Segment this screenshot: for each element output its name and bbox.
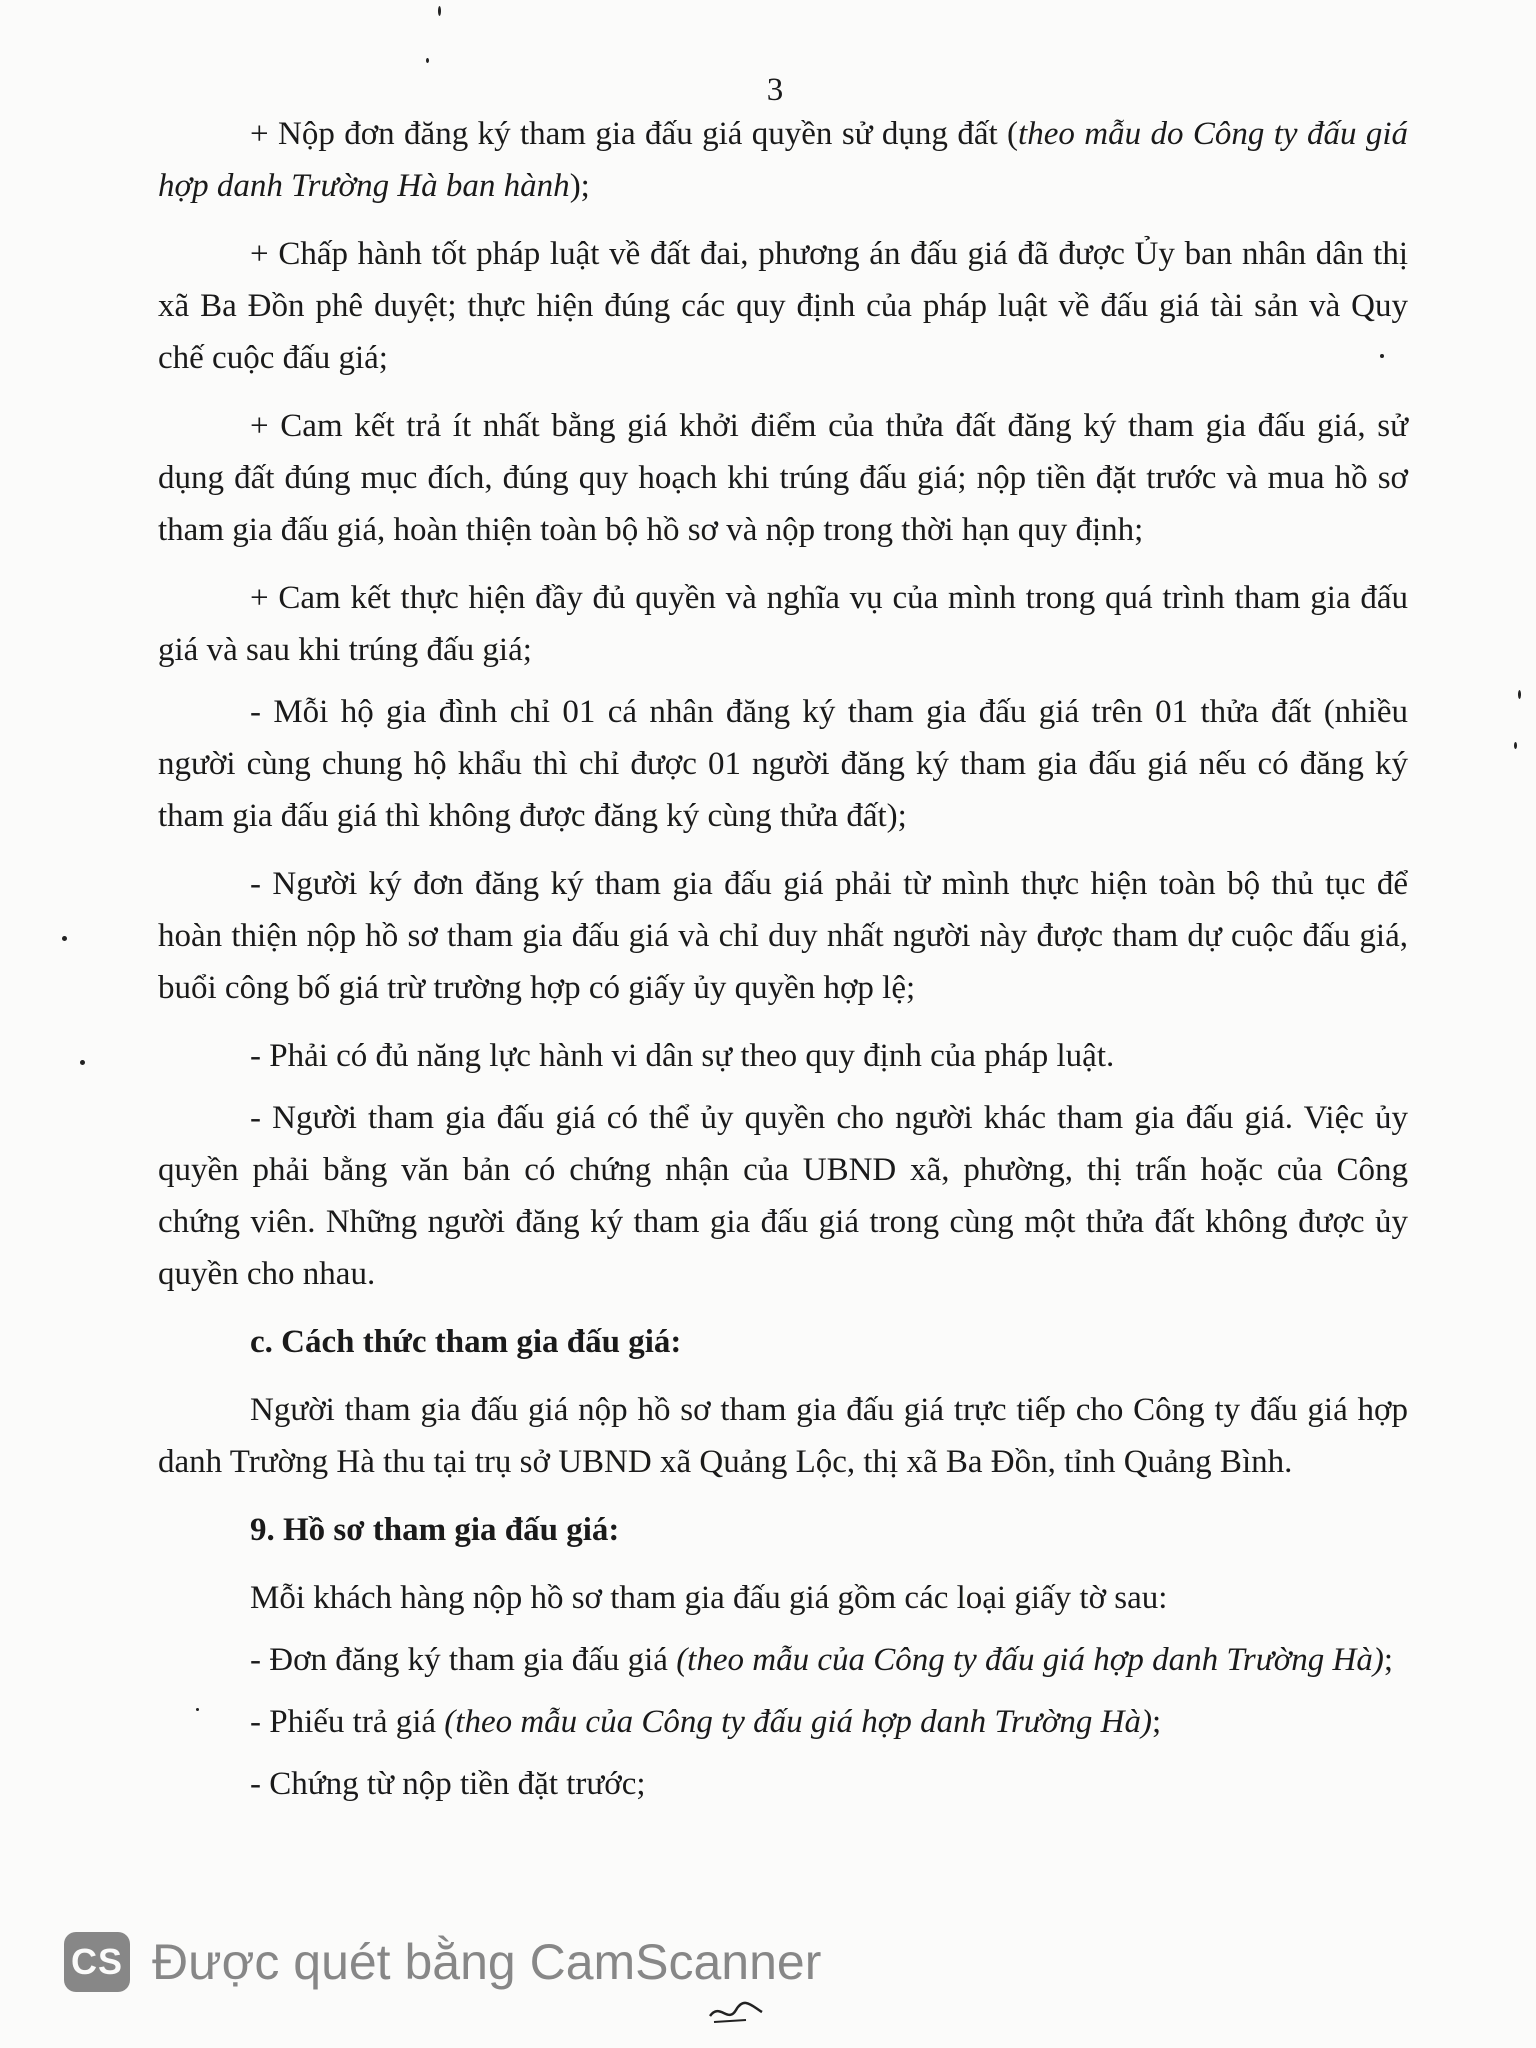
section-heading-dossier: 9. Hồ sơ tham gia đấu giá: xyxy=(250,1512,620,1548)
paragraph-text: + Nộp đơn đăng ký tham gia đấu giá quyền sử dụng đất ( xyxy=(250,116,1019,152)
paragraph-comply-law: + Chấp hành tốt pháp luật về đất đai, phương án đấu giá đã được Ủy ban nhân dân thị xã Ba Đồn phê duyệt; thực hiện đúng các quy định của pháp luật về đấu giá tài sản và Quy chế cuộc đấu giá; xyxy=(158,236,1408,376)
paragraph-text: ; xyxy=(1383,1642,1394,1678)
paragraph-signer-requirement: - Người ký đơn đăng ký tham gia đấu giá phải từ mình thực hiện toàn bộ thủ tục để hoàn thiện nộp hồ sơ tham gia đấu giá và chỉ duy nhất người này được tham dự cuộc đấu giá, buổi công bố giá trừ trường hợp có giấy ủy quyền hợp lệ; xyxy=(158,866,1408,1006)
paragraph-authorization: - Người tham gia đấu giá có thể ủy quyền cho người khác tham gia đấu giá. Việc ủy quyền phải bằng văn bản có chứng nhận của UBND xã, phường, thị trấn hoặc của Công chứng viên. Những người đăng ký tham gia đấu giá trong cùng một thửa đất không được ủy quyền cho nhau. xyxy=(158,1100,1408,1292)
paragraph-one-person-per-household: - Mỗi hộ gia đình chỉ 01 cá nhân đăng ký tham gia đấu giá trên 01 thửa đất (nhiều người cùng chung hộ khẩu thì chỉ được 01 người đăng ký tham gia đấu giá nếu có đăng ký tham gia đấu giá thì không được đăng ký cùng thửa đất); xyxy=(158,694,1408,834)
section-heading-participation-method: c. Cách thức tham gia đấu giá: xyxy=(250,1324,682,1360)
paragraph-italic-text: theo mẫu do Công ty đấu giá hợp danh Trường Hà ban hành xyxy=(158,116,1408,204)
scan-speck xyxy=(80,1060,85,1065)
page-number: 3 xyxy=(766,72,784,108)
paragraph-text: - Đơn đăng ký tham gia đấu giá xyxy=(250,1642,677,1678)
scan-speck xyxy=(1514,742,1517,749)
scan-speck xyxy=(426,58,429,63)
scan-speck xyxy=(1518,690,1521,699)
camscanner-watermark xyxy=(64,1932,821,1992)
paragraph-text: ; xyxy=(1151,1704,1162,1740)
paragraph-italic-text: (theo mẫu của Công ty đấu giá hợp danh Trường Hà) xyxy=(676,1642,1384,1678)
scan-speck xyxy=(1380,354,1384,358)
scan-speck xyxy=(438,6,441,16)
paragraph-text: ); xyxy=(569,168,590,204)
list-item-application-form xyxy=(158,1634,1408,1686)
list-item-bid-slip xyxy=(158,1696,1408,1748)
paragraph-italic-text: (theo mẫu của Công ty đấu giá hợp danh Trường Hà) xyxy=(444,1704,1152,1740)
paragraph-text: - Phiếu trả giá xyxy=(250,1704,445,1740)
document-body xyxy=(158,108,1408,1820)
paragraph-legal-capacity: - Phải có đủ năng lực hành vi dân sự theo quy định của pháp luật. xyxy=(250,1038,1115,1074)
paragraph-submission-location: Người tham gia đấu giá nộp hồ sơ tham gia đấu giá trực tiếp cho Công ty đấu giá hợp danh Trường Hà thu tại trụ sở UBND xã Quảng Lộc, thị xã Ba Đồn, tỉnh Quảng Bình. xyxy=(158,1392,1408,1480)
paragraph-commit-obligations: + Cam kết thực hiện đầy đủ quyền và nghĩa vụ của mình trong quá trình tham gia đấu giá và sau khi trúng đấu giá; xyxy=(158,580,1408,668)
list-item-deposit-receipt: - Chứng từ nộp tiền đặt trước; xyxy=(250,1766,646,1802)
paragraph-register-application xyxy=(158,108,1408,212)
initials-mark-icon xyxy=(706,1998,766,2026)
scan-speck xyxy=(62,936,67,941)
watermark-text: Được quét bằng CamScanner xyxy=(152,1934,822,1990)
camscanner-logo-icon: CS xyxy=(64,1932,130,1992)
paragraph-dossier-intro: Mỗi khách hàng nộp hồ sơ tham gia đấu giá gồm các loại giấy tờ sau: xyxy=(250,1580,1168,1616)
scan-speck xyxy=(196,1708,199,1711)
paragraph-commit-price: + Cam kết trả ít nhất bằng giá khởi điểm của thửa đất đăng ký tham gia đấu giá, sử dụng đất đúng mục đích, đúng quy hoạch khi trúng đấu giá; nộp tiền đặt trước và mua hồ sơ tham gia đấu giá, hoàn thiện toàn bộ hồ sơ và nộp trong thời hạn quy định; xyxy=(158,408,1408,548)
